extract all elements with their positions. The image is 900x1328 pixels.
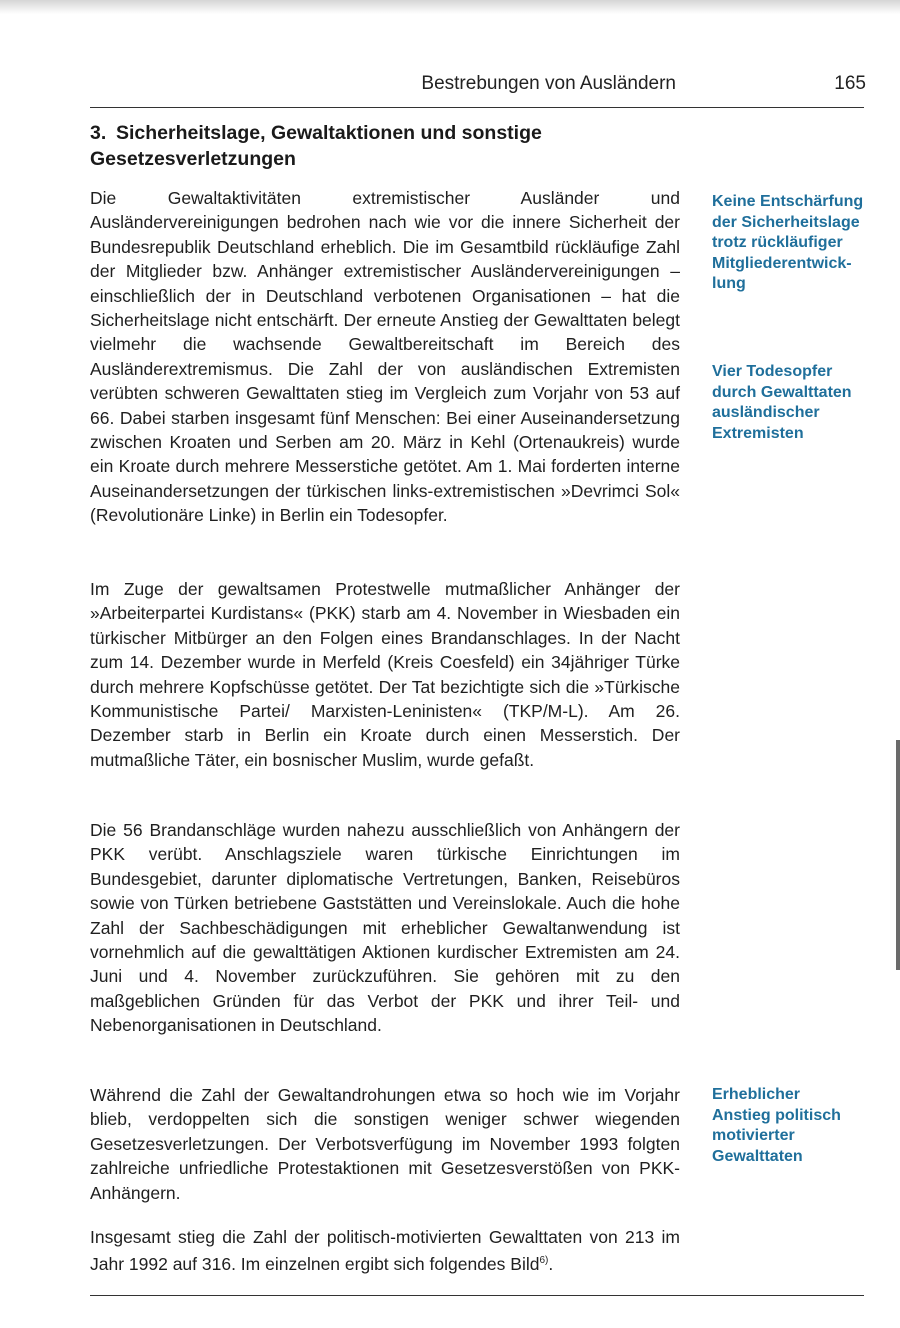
margin-note-line: trotz rückläufiger <box>712 234 843 251</box>
margin-note-line: motivierter <box>712 1127 795 1144</box>
margin-note-line: Keine Entschärfung <box>712 193 864 210</box>
section-title: Sicherheitslage, Gewaltaktionen und sonstige Gesetzesverletzungen <box>90 122 542 170</box>
margin-note-line: Erheblicher <box>712 1086 801 1103</box>
margin-note-line: der Sicherheitslage <box>712 213 860 231</box>
margin-note-3 <box>712 1085 882 1167</box>
scan-top-shadow <box>0 0 900 14</box>
margin-note-line: Mitgliederentwick- <box>712 254 852 272</box>
margin-note-line: ausländischer <box>712 404 820 421</box>
body-paragraph-3: Die 56 Brandanschläge wurden nahezu ausschließlich von Anhängern der PKK verübt. Anschlagsziele waren türkische Einrichtungen im Bundesgebiet, darunter diplomatische Vertretungen, Banken, Reisebüros sowie von Türken betriebene Gaststätten und Vereinslokale. Auch die hohe Zahl der Sachbeschädigungen mit erheblicher Gewaltanwendung ist vornehmlich auf die gewalttätigen Aktionen kurdischer Extremisten am 24. Juni und 4. November zurückzuführen. Sie gehören mit zu den maßgeblichen Gründen für das Verbot der PKK und ihrer Teil- und Nebenorganisationen in Deutschland. <box>90 820 680 1036</box>
footnote-reference: 6) <box>539 1255 549 1267</box>
margin-note-2 <box>712 362 882 444</box>
section-number: 3. <box>90 122 107 144</box>
body-paragraph-4: Während die Zahl der Gewaltandrohungen etwa so hoch wie im Vorjahr blieb, verdoppelten sich die sonstigen weniger schwer wiegenden Gesetzesverletzungen. Der Verbotsverfügung im November 1993 folgten zahlreiche unfriedliche Protestaktionen mit Gesetzesverstößen von PKK-Anhängern. <box>90 1085 680 1203</box>
margin-note-line: durch Gewalttaten <box>712 383 852 401</box>
footer-rule <box>90 1295 864 1296</box>
section-heading <box>90 120 690 172</box>
margin-note-line: Vier Todesopfer <box>712 363 833 380</box>
body-paragraph-2: Im Zuge der gewaltsamen Protestwelle mutmaßlicher Anhänger der »Arbeiterpartei Kurdistans« (PKK) starb am 4. November in Wiesbaden ein türkischer Mitbürger an den Folgen eines Brandanschlages. In der Nacht zum 14. Dezember wurde in Merfeld (Kreis Coesfeld) ein 34jähriger Türke durch mehrere Kopfschüsse getötet. Der Tat bezichtigte sich die »Türkische Kommunistische Partei/ Marxisten-Leninisten« (TKP/M-L). Am 26. Dezember starb in Berlin ein Kroate durch einen Messerstich. Der mutmaßliche Täter, ein bosnischer Muslim, wurde gefaßt. <box>90 579 680 770</box>
page-header <box>90 73 866 103</box>
header-rule <box>90 107 864 108</box>
body-paragraph-1: Die Gewaltaktivitäten extremistischer Ausländer und Ausländervereinigungen bedrohen nach wie vor die innere Sicherheit der Bundesrepublik Deutschland erheblich. Die im Gesamtbild rückläufige Zahl der Mitglieder bzw. Anhänger extremistischer Ausländervereinigungen – einschließlich der in Deutschland verbotenen Organisationen – hat die Sicherheitslage nicht entschärft. Der erneute Anstieg der Gewalttaten belegt vielmehr die wachsende Gewaltbereitschaft im Bereich des Ausländerextremismus. Die Zahl der von ausländischen Extremisten verübten schweren Gewalttaten stieg im Vergleich zum Vorjahr von 53 auf 66. Dabei starben insgesamt fünf Menschen: Bei einer Auseinandersetzung zwischen Kroaten und Serben am 20. März in Kehl (Ortenaukreis) wurde ein Kroate durch mehrere Messerstiche getötet. Am 1. Mai forderten interne Auseinandersetzungen der türkischen links-extremistischen »Devrimci Sol« (Revolutionäre Linke) in Berlin ein Todesopfer. <box>90 188 680 526</box>
paragraph-5-period: . <box>548 1254 554 1275</box>
margin-note-line: Anstieg politisch <box>712 1106 841 1124</box>
running-title: Bestrebungen von Ausländern <box>421 73 676 94</box>
margin-note-1 <box>712 192 882 295</box>
page-number: 165 <box>834 73 866 94</box>
margin-note-line: Gewalttaten <box>712 1147 803 1165</box>
paragraph-5-text: Insgesamt stieg die Zahl der politisch-motivierten Gewalttaten von 213 im Jahr 1992 auf 316. Im einzelnen ergibt sich folgendes Bild <box>90 1227 680 1275</box>
body-paragraph-5 <box>90 1225 680 1277</box>
scan-edge-mark <box>896 740 900 970</box>
margin-note-line: Extremisten <box>712 424 804 442</box>
margin-note-line: lung <box>712 275 746 292</box>
